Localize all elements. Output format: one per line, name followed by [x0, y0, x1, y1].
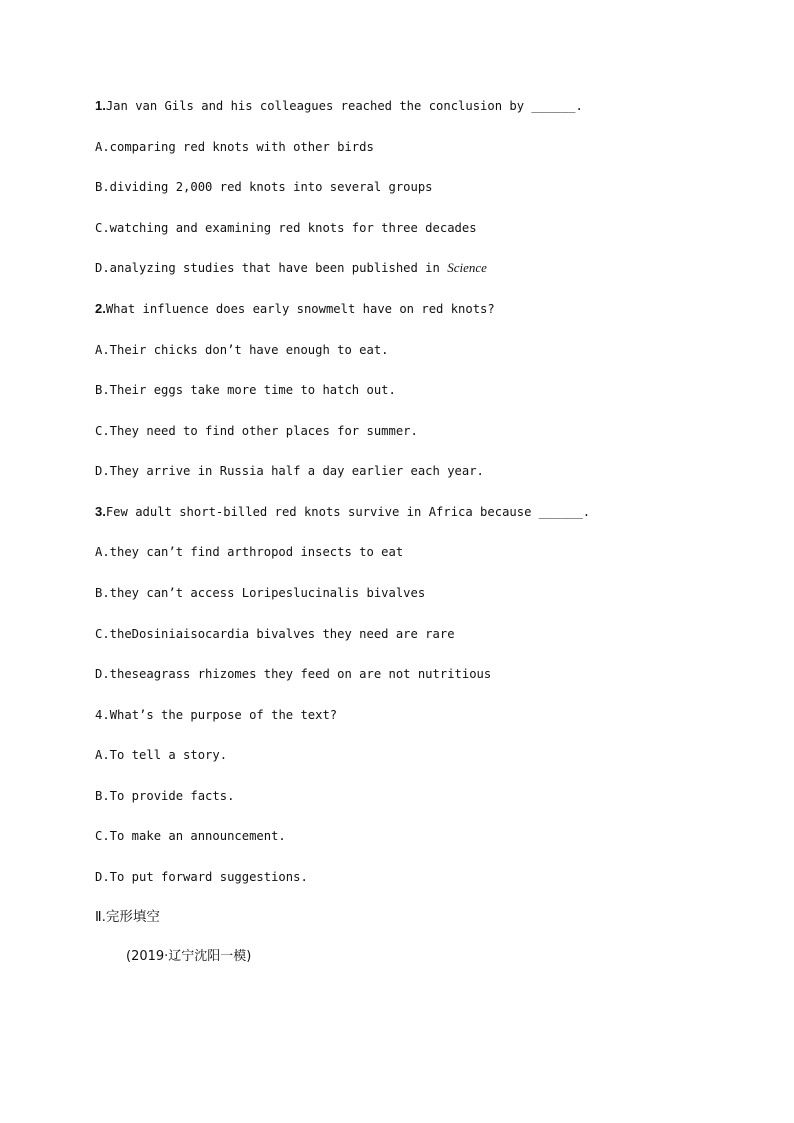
question-1-option-d — [95, 260, 487, 276]
option-text: D.analyzing studies that have been published in — [95, 261, 448, 275]
question-2-option-a: A.Their chicks don’t have enough to eat. — [95, 343, 389, 357]
question-text: Jan van Gils and his colleagues reached the conclusion by ______. — [105, 99, 583, 113]
question-4-option-c: C.To make an announcement. — [95, 829, 286, 843]
question-4-option-b: B.To provide facts. — [95, 789, 235, 803]
question-number: 1. — [95, 98, 106, 113]
question-3-option-c: C.theDosiniaisocardia bivalves they need are rare — [95, 627, 455, 641]
question-3-option-b: B.they can’t access Loripeslucinalis bivalves — [95, 586, 426, 600]
section-title: Ⅱ.完形填空 — [95, 909, 160, 925]
question-number: 2. — [95, 301, 106, 316]
question-4-option-a: A.To tell a story. — [95, 748, 228, 762]
question-3-option-d: D.theseagrass rhizomes they feed on are not nutritious — [95, 667, 492, 681]
question-1-option-b: B.dividing 2,000 red knots into several groups — [95, 180, 433, 194]
journal-name: Science — [447, 260, 487, 275]
question-2-option-d: D.They arrive in Russia half a day earlier each year. — [95, 464, 484, 478]
question-1-stem — [95, 98, 583, 114]
question-text: What’s the purpose of the text? — [109, 708, 338, 722]
section-source: (2019·辽宁沈阳一模) — [126, 949, 252, 964]
question-1-option-a: A.comparing red knots with other birds — [95, 140, 374, 154]
question-3-stem — [95, 504, 590, 520]
question-2-stem — [95, 301, 495, 317]
question-4-stem — [95, 707, 337, 723]
question-2-option-b: B.Their eggs take more time to hatch out. — [95, 383, 396, 397]
question-3-option-a: A.they can’t find arthropod insects to eat — [95, 545, 404, 559]
question-2-option-c: C.They need to find other places for summer. — [95, 424, 418, 438]
question-text: Few adult short-billed red knots survive in Africa because ______. — [105, 505, 591, 519]
question-4-option-d: D.To put forward suggestions. — [95, 870, 308, 884]
question-number: 4. — [95, 708, 110, 722]
question-text: What influence does early snowmelt have on red knots? — [105, 302, 495, 316]
question-1-option-c: C.watching and examining red knots for three decades — [95, 221, 477, 235]
question-number: 3. — [95, 504, 106, 519]
